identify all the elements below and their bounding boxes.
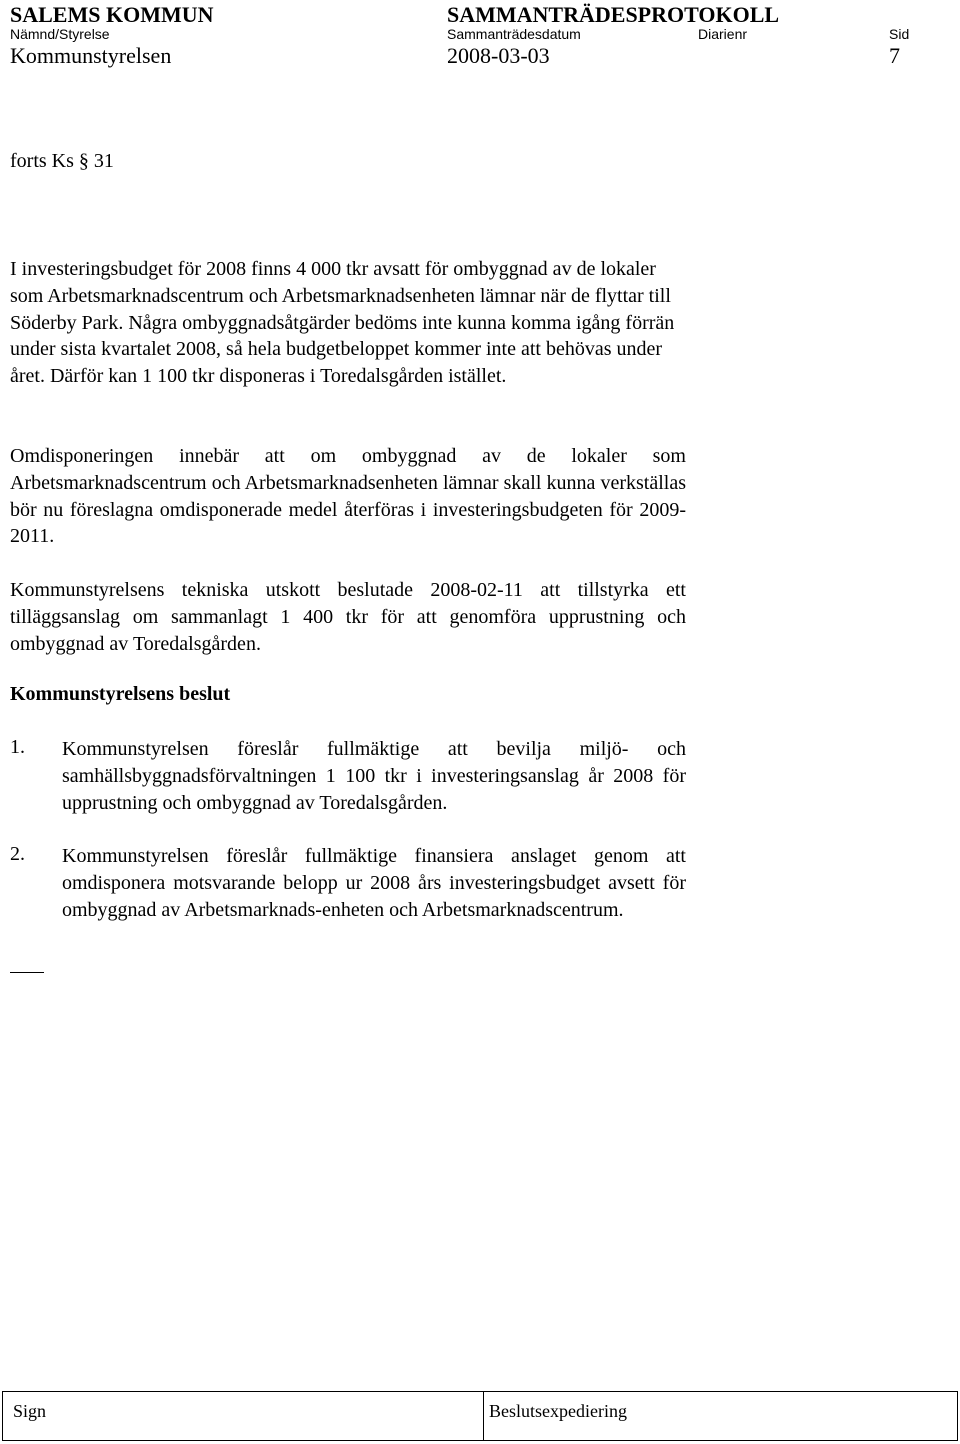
decision-text-2: Kommunstyrelsen föreslår fullmäktige finansiera anslaget genom att omdisponera motsvarande belopp ur 2008 års investeringsbudget avsett för ombyggnad av Arbetsmarknads-enheten och Arbetsmarknadscentrum. xyxy=(62,845,686,921)
footer-divider xyxy=(483,1392,484,1440)
footer-signature-box xyxy=(2,1391,958,1441)
reg-no-label: Diarienr xyxy=(698,26,748,42)
paragraph-investment-budget: I investeringsbudget för 2008 finns 4 000 tkr avsatt för ombyggnad av de lokaler som Arbetsmarknadscentrum och Arbetsmarknadsenheten lämnar när de flyttar till Söderby Park. Några ombyggnadsåtgärder bedöms inte kunna komma igång förrän under sista kvartalet 2008, så hela budgetbeloppet kommer inte att behövas under året. Därför kan 1 100 tkr disponeras i Toredalsgården istället. xyxy=(10,258,675,388)
end-of-section-line xyxy=(10,972,44,973)
meeting-date-label: Sammanträdesdatum xyxy=(447,26,581,42)
organization-name: SALEMS KOMMUN xyxy=(10,2,214,27)
committee-value: Kommunstyrelsen xyxy=(10,43,172,68)
sign-label: Sign xyxy=(13,1401,47,1421)
decision-text-1: Kommunstyrelsen föreslår fullmäktige att bevilja miljö- och samhällsbyggnadsförvaltningen 1 100 tkr i investeringsanslag år 2008 för upprustning och ombyggnad av Toredalsgården. xyxy=(62,738,686,814)
committee-label: Nämnd/Styrelse xyxy=(10,26,110,42)
decision-heading: Kommunstyrelsens beslut xyxy=(10,683,231,705)
decision-number-1: 1. xyxy=(10,736,25,758)
page-label: Sid xyxy=(889,26,910,42)
decision-number-2: 2. xyxy=(10,843,25,865)
document-type: SAMMANTRÄDESPROTOKOLL xyxy=(447,2,780,27)
dispatch-label: Beslutsexpediering xyxy=(489,1401,627,1421)
continuation-marker: forts Ks § 31 xyxy=(10,150,114,172)
page-number: 7 xyxy=(889,43,900,68)
paragraph-committee-decision: Kommunstyrelsens tekniska utskott beslutade 2008-02-11 att tillstyrka ett tilläggsanslag om sammanlagt 1 400 tkr för att genomföra upprustning och ombyggnad av Toredalsgården. xyxy=(10,579,686,655)
paragraph-redistribution: Omdisponeringen innebär att om ombyggnad av de lokaler som Arbetsmarknadscentrum och Arbetsmarknadsenheten lämnar skall kunna verkställas bör nu föreslagna omdisponerade medel återföras i investeringsbudgeten för 2009-2011. xyxy=(10,445,686,548)
meeting-date-value: 2008-03-03 xyxy=(447,43,550,68)
